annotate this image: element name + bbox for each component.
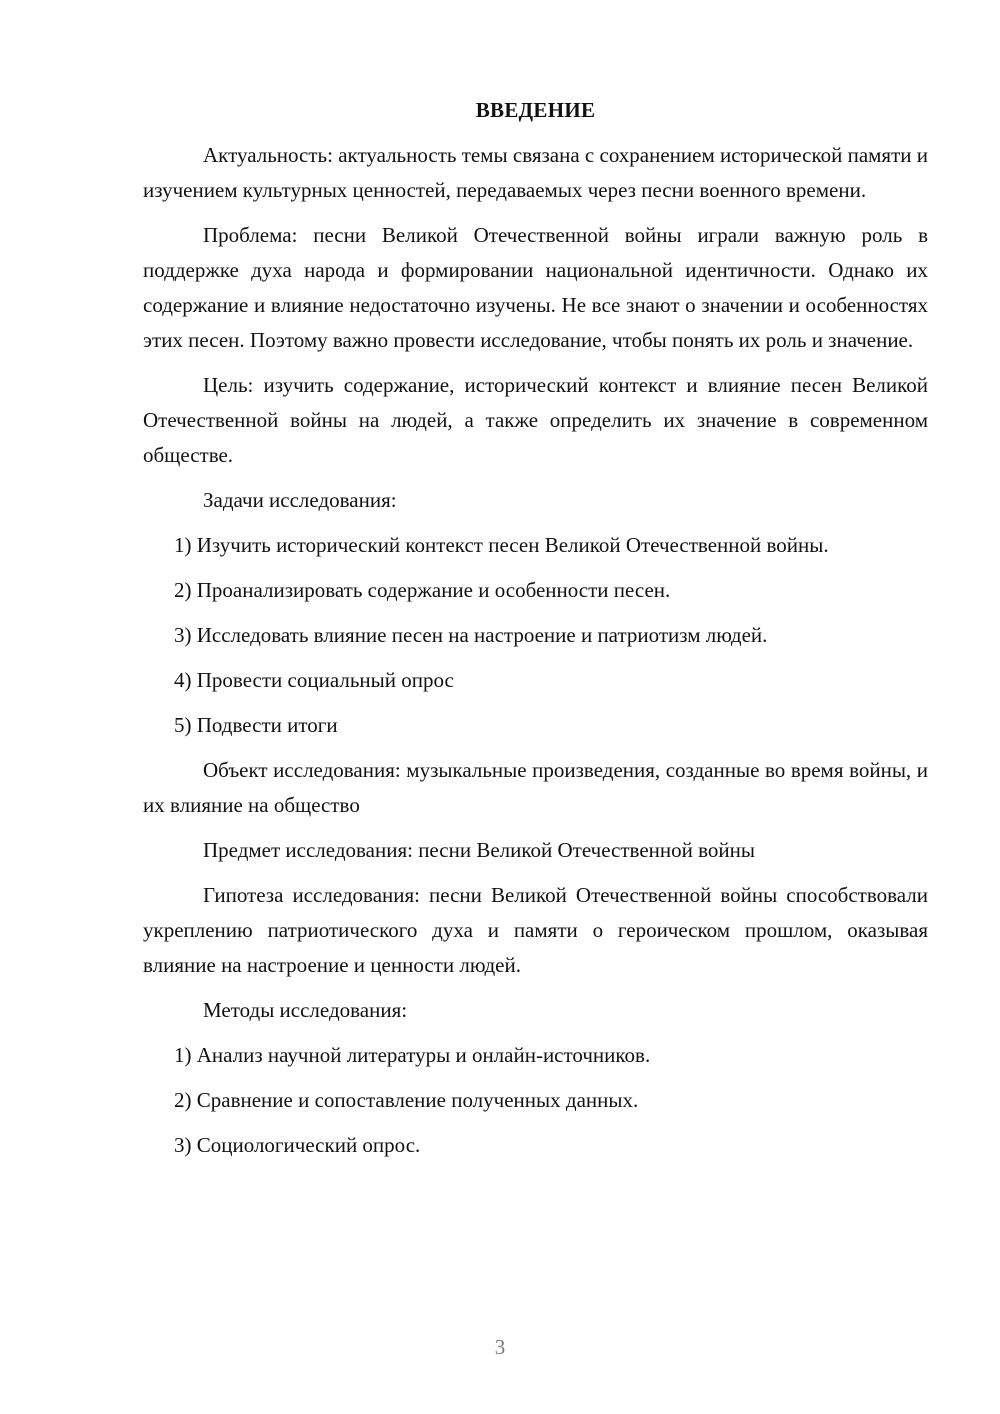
hypothesis-paragraph: Гипотеза исследования: песни Великой Отечественной войны способствовали укреплению патриотического духа и памяти о героическом прошлом, оказывая влияние на настроение и ценности людей. xyxy=(143,883,928,977)
method-item-2: 2) Сравнение и сопоставление полученных данных. xyxy=(174,1088,639,1112)
subject-paragraph: Предмет исследования: песни Великой Отечественной войны xyxy=(203,838,755,862)
object-paragraph: Объект исследования: музыкальные произведения, созданные во время войны, и их влияние на общество xyxy=(143,758,928,817)
task-item-4: 4) Провести социальный опрос xyxy=(174,668,454,692)
tasks-heading: Задачи исследования: xyxy=(203,488,397,512)
task-item-5: 5) Подвести итоги xyxy=(174,713,338,737)
page-number: 3 xyxy=(494,1335,506,1359)
relevance-paragraph: Актуальность: актуальность темы связана с сохранением исторической памяти и изучением культурных ценностей, передаваемых через песни военного времени. xyxy=(143,143,928,202)
method-item-1: 1) Анализ научной литературы и онлайн-источников. xyxy=(174,1043,651,1067)
page-content xyxy=(143,93,928,1173)
task-item-2: 2) Проанализировать содержание и особенности песен. xyxy=(174,578,671,602)
task-item-1: 1) Изучить исторический контекст песен Великой Отечественной войны. xyxy=(174,533,829,557)
goal-paragraph: Цель: изучить содержание, исторический контекст и влияние песен Великой Отечественной войны на людей, а также определить их значение в современном обществе. xyxy=(143,373,928,467)
task-item-3: 3) Исследовать влияние песен на настроение и патриотизм людей. xyxy=(174,623,768,647)
section-title: ВВЕДЕНИЕ xyxy=(475,98,596,122)
method-item-3: 3) Социологический опрос. xyxy=(174,1133,421,1157)
methods-heading: Методы исследования: xyxy=(203,998,408,1022)
problem-paragraph: Проблема: песни Великой Отечественной войны играли важную роль в поддержке духа народа и формировании национальной идентичности. Однако их содержание и влияние недостаточно изучены. Не все знают о значении и особенностях этих песен. Поэтому важно провести исследование, чтобы понять их роль и значение. xyxy=(143,223,928,352)
